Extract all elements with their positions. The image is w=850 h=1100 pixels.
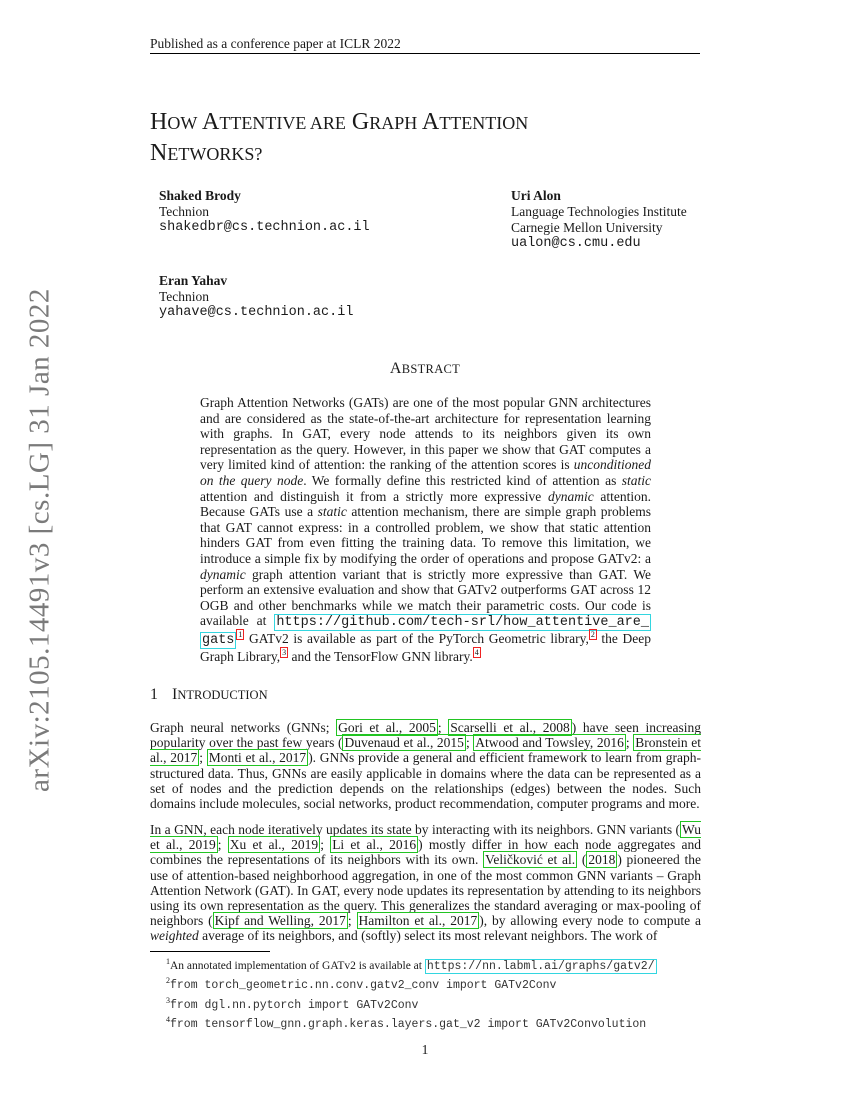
body-text: In a GNN, each node iteratively updates its state by interacting with its neighbors. GNN variants ( — [150, 822, 681, 837]
citation[interactable]: Hamilton et al., 2017 — [358, 913, 478, 929]
body-text: ; — [437, 720, 449, 735]
footnote-1 — [166, 955, 700, 974]
citation[interactable]: Bronstein et al., 2017 — [150, 735, 702, 766]
abstract-emphasis: static — [621, 472, 651, 488]
abstract-emphasis: static — [317, 504, 347, 520]
code-repo-link[interactable]: https://github.com/tech-srl/how_attentive_are_ — [276, 615, 649, 631]
author-block-brody — [159, 188, 370, 236]
labml-link[interactable]: https://nn.labml.ai/graphs/gatv2/ — [426, 959, 655, 973]
abstract-text: attention mechanism, there are simple graph problems that GAT cannot express: in a controlled problem, we show that static attention hinders GAT from even fitting the training data. To remove this limitation, we introduce a simple fix by modifying the order of operations and propose GATv2: a — [200, 504, 651, 566]
author-email[interactable]: yahave@cs.technion.ac.il — [159, 305, 354, 320]
title-fragment: N — [150, 140, 168, 166]
footnote-code: from tensorflow_gnn.graph.keras.layers.gat_v2 import GATv2Convolution — [170, 1017, 647, 1031]
abstract-emphasis: unconditioned on the query node — [200, 457, 651, 488]
abstract-text: GATv2 is available as part of the PyTorch Geometric library, — [244, 630, 589, 646]
body-text: ( — [577, 852, 587, 868]
running-header: Published as a conference paper at ICLR 2022 — [150, 36, 401, 51]
citation[interactable]: Veličković et al. — [485, 852, 576, 868]
footnote-number: 3 — [166, 995, 170, 1005]
footnote-4 — [166, 1013, 700, 1032]
footnote-ref-3[interactable]: 3 — [282, 648, 287, 657]
body-text: ; — [320, 837, 331, 853]
body-emphasis: weighted — [150, 928, 199, 944]
abstract-body — [200, 395, 651, 664]
author-block-alon — [511, 188, 687, 252]
citation[interactable]: 2018 — [588, 852, 616, 868]
body-text: ) pioneered the use of attention-based neighborhood aggregation, in one of the most common GNN variants – Graph Attention Network (GAT). In GAT, every node updates its representation by attending to its neighbors using its own representation as the query. This generalizes the standard averaging or max-pooling of neighbors ( — [150, 852, 701, 929]
footnote-ref-1[interactable]: 1 — [238, 630, 243, 640]
footnote-code: from torch_geometric.nn.conv.gatv2_conv import GATv2Conv — [170, 979, 557, 993]
abstract-emphasis: dynamic — [547, 488, 594, 504]
author-block-yahav — [159, 273, 353, 321]
author-name: Eran Yahav — [159, 273, 228, 288]
author-affiliation-2: Carnegie Mellon University — [511, 220, 663, 235]
citation[interactable]: Xu et al., 2019 — [229, 837, 319, 853]
footnote-3 — [166, 994, 700, 1013]
footnote-number: 2 — [166, 976, 170, 986]
abstract-text: and the TensorFlow GNN library. — [288, 648, 473, 664]
footnote-ref-2[interactable]: 2 — [590, 630, 595, 640]
author-affiliation: Technion — [159, 289, 210, 304]
heading-fragment: BSTRACT — [401, 362, 461, 376]
body-text: ; — [199, 750, 207, 766]
title-fragment: A — [202, 109, 220, 135]
title-fragment: H — [150, 109, 168, 135]
heading-fragment: A — [389, 360, 402, 377]
abstract-heading — [150, 360, 700, 378]
abstract-text: attention. Because GATs use a — [200, 488, 652, 520]
body-text: ) mostly differ in how each node aggregates and combines the representations of its neighbors with its own. — [150, 837, 701, 868]
author-email[interactable]: shakedbr@cs.technion.ac.il — [159, 220, 370, 235]
footnote-2 — [166, 974, 700, 993]
abstract-text: the Deep Graph Library, — [200, 630, 651, 664]
body-text: ; — [347, 913, 357, 929]
code-repo-link-continued[interactable]: gats — [202, 632, 235, 648]
footnote-ref-4[interactable]: 4 — [474, 648, 479, 657]
title-fragment: RAPH — [369, 113, 418, 133]
author-email[interactable]: ualon@cs.cmu.edu — [511, 236, 641, 251]
footnote-number: 4 — [166, 1014, 170, 1024]
body-text: average of its neighbors, and (softly) select its most relevant neighbors. The work of — [198, 928, 658, 944]
header-rule — [150, 53, 700, 54]
citation[interactable]: Kipf and Welling, 2017 — [214, 913, 346, 929]
title-fragment: ETWORKS? — [167, 144, 263, 164]
abstract-emphasis: dynamic — [200, 566, 246, 582]
citation[interactable]: Atwood and Towsley, 2016 — [475, 735, 624, 751]
abstract-text: . We formally define this restricted kind of attention as — [303, 472, 622, 488]
section-heading-introduction — [150, 686, 268, 704]
abstract-text: graph attention variant that is strictly more expressive than GAT. We perform an extensive evaluation and show that GATv2 outperforms GAT across 12 OGB and other benchmarks while we match their parametric costs. Our code is available at — [200, 566, 651, 629]
abstract-text: Graph Attention Networks (GATs) are one of the most popular GNN architectures and are considered as the state-of-the-art architecture for representation learning with graphs. In GAT, every node attends to its neighbors given its own representation as the query. However, in this paper we show that GAT computes a very limited kind of attention: the ranking of the attention scores is — [200, 395, 651, 473]
author-name: Shaked Brody — [159, 188, 241, 203]
title-fragment: G — [351, 109, 370, 135]
body-text: ). GNNs provide a general and efficient framework to learn from graph-structured data. Thus, GNNs are easily applicable in domains where the data can be represented as a set of nodes and the prediction depends on the relationships (edges) between the nodes. Such domains include molecules, social networks, product recommendation, computer programs and more. — [150, 750, 701, 812]
citation[interactable]: Scarselli et al., 2008 — [450, 720, 570, 735]
section-number: 1 — [150, 686, 158, 703]
body-text: ; — [625, 735, 634, 751]
arxiv-stamp: arXiv:2105.14491v3 [cs.LG] 31 Jan 2022 — [23, 288, 56, 792]
title-fragment: TTENTIVE ARE — [219, 113, 346, 133]
heading-fragment: NTRODUCTION — [177, 688, 268, 702]
heading-fragment: I — [172, 686, 178, 703]
body-text: ), by allowing every node to compute a — [479, 913, 701, 929]
body-text: ) have seen increasing popularity over the past few years ( — [150, 720, 701, 751]
footnote-code: from dgl.nn.pytorch import GATv2Conv — [170, 998, 419, 1012]
author-affiliation: Language Technologies Institute — [511, 204, 687, 219]
intro-paragraph-1 — [150, 720, 701, 811]
footnotes — [166, 955, 700, 1032]
citation[interactable]: Monti et al., 2017 — [208, 750, 307, 766]
abstract-text: attention and distinguish it from a strictly more expressive — [200, 488, 548, 504]
footnote-number: 1 — [166, 957, 170, 966]
paper-title — [150, 107, 670, 169]
citation[interactable]: Li et al., 2016 — [332, 837, 417, 853]
title-fragment: TTENTION — [439, 113, 529, 133]
body-text: ; — [217, 837, 228, 853]
page-number: 1 — [421, 1042, 429, 1057]
intro-paragraph-2 — [150, 822, 701, 944]
footnote-rule — [150, 951, 270, 952]
title-fragment: A — [421, 109, 440, 135]
author-name: Uri Alon — [511, 188, 561, 203]
footnote-text: An annotated implementation of GATv2 is available at — [170, 959, 425, 972]
citation[interactable]: Duvenaud et al., 2015 — [344, 735, 464, 751]
citation[interactable]: Wu et al., 2019 — [150, 822, 701, 853]
title-fragment: OW — [167, 113, 198, 133]
author-affiliation: Technion — [159, 204, 210, 219]
citation[interactable]: Gori et al., 2005 — [338, 720, 436, 735]
body-text: ; — [465, 735, 474, 751]
body-text: Graph neural networks (GNNs; — [150, 720, 337, 735]
